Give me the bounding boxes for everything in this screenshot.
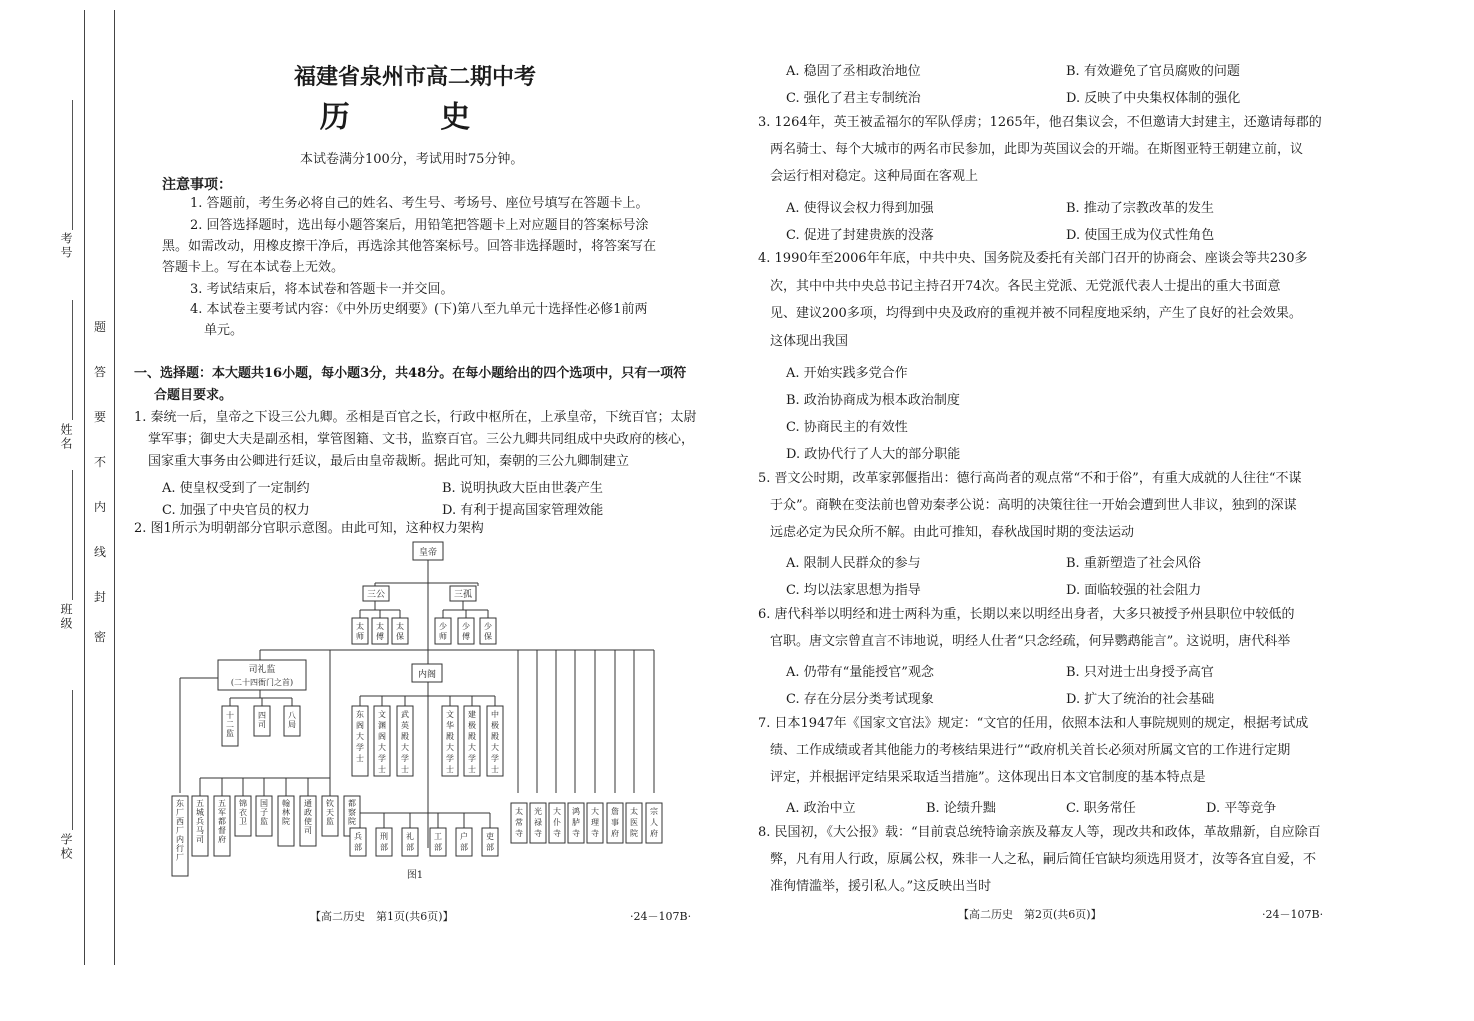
notice-item: 3. 考试结束后，将本试卷和答题卡一并交回。 — [190, 282, 454, 297]
notice-item: 2. 回答选择题时，选出每小题答案后，用铅笔把答题卡上对应题目的答案标号涂 — [190, 218, 649, 233]
gong-box: 太傅 — [376, 622, 384, 641]
q3-option-d[interactable]: D. 使国王成为仪式性角色 — [1066, 228, 1215, 243]
q8-stem: 8. 民国初，《大公报》载：“目前袁总统特谕亲族及幕友人等，现改共和政体，革故鼎新，自应除百 — [758, 825, 1321, 840]
q6-option-a[interactable]: A. 仍带有“量能授官”观念 — [786, 665, 934, 680]
class-line — [72, 470, 73, 600]
q3-stem: 3. 1264年，英王被孟福尔的军队俘虏；1265年，他召集议会，不但邀请大封建主，还邀请每郡的 — [758, 115, 1322, 130]
ministry-box: 兵部 — [354, 832, 362, 852]
q4-option-b[interactable]: B. 政治协商成为根本政治制度 — [786, 393, 960, 408]
gu-box: 少保 — [484, 622, 492, 641]
notice-heading: 注意事项： — [162, 177, 232, 193]
ming-official-diagram — [160, 538, 670, 883]
ministry-box: 工部 — [434, 832, 442, 852]
q1-stem: 1. 秦统一后，皇帝之下设三公九卿。丞相是百官之长，行政中枢所在，上承皇帝，下统百官；太尉 — [134, 410, 697, 425]
emperor-box: 皇帝 — [418, 548, 438, 558]
q2-option-b[interactable]: B. 有效避免了官员腐败的问题 — [1066, 64, 1240, 79]
office-box: 钦天监 — [326, 799, 334, 826]
q3-option-b[interactable]: B. 推动了宗教改革的发生 — [1066, 201, 1214, 216]
binding-line-inner — [114, 10, 115, 965]
q7-option-a[interactable]: A. 政治中立 — [786, 801, 856, 816]
q6-option-c[interactable]: C. 存在分层分类考试现象 — [786, 692, 934, 707]
seal-char: 不 — [94, 455, 107, 469]
office-box: 锦衣卫 — [239, 799, 247, 826]
seal-char: 线 — [94, 545, 107, 559]
office-box: 五军都督府 — [218, 799, 226, 844]
office-box: 通政使司 — [304, 799, 312, 835]
q5-option-d[interactable]: D. 面临较强的社会阻力 — [1066, 583, 1202, 598]
q5-option-c[interactable]: C. 均以法家思想为指导 — [786, 583, 921, 598]
office-box: 都察院 — [348, 799, 356, 826]
q3-stem: 两名骑士、每个大城市的两名市民参加，此即为英国议会的开端。在斯图亚特王朝建立前，议 — [770, 142, 1304, 157]
q5-option-b[interactable]: B. 重新塑造了社会风俗 — [1066, 556, 1201, 571]
q4-stem: 这体现出我国 — [770, 334, 849, 349]
court-box: 太医院 — [630, 807, 638, 838]
q4-stem: 见、建议200多项，均得到中央及政府的重视并被不同程度地采纳，产生了良好的社会效果。 — [770, 306, 1302, 321]
court-box: 大仆寺 — [553, 807, 561, 838]
gu-box: 少师 — [439, 622, 447, 641]
exam-number-label: 考号 — [59, 232, 73, 260]
q4-stem: 次，其中中共中央总书记主持召开74次。各民主党派、无党派代表人士提出的重大书面意 — [770, 279, 1281, 294]
q2-option-c[interactable]: C. 强化了君主专制统治 — [786, 91, 921, 106]
q1-option-c[interactable]: C. 加强了中央官员的权力 — [162, 503, 310, 518]
name-label: 姓名 — [59, 423, 73, 451]
court-box: 太常寺 — [515, 807, 523, 838]
q3-stem: 会运行相对稳定。这种局面在客观上 — [770, 169, 979, 184]
q7-stem: 评定，并根据评定结果采取适当措施”。这体现出日本文官制度的基本特点是 — [770, 770, 1206, 785]
q8-stem: 弊，凡有用人行政，原属公权，殊非一人之私，嗣后简任官缺均须选用贤才，汝等各宜自爱，不 — [770, 852, 1317, 867]
office-box: 五城兵马司 — [196, 799, 204, 844]
q6-stem: 官职。唐文宗曾直言不讳地说，明经人仕者“只念经疏，何异鹦鹉能言”。这说明，唐代科举 — [770, 634, 1291, 649]
xueshi-box: 文华殿大学士 — [446, 710, 454, 774]
court-box: 鸿胪寺 — [572, 807, 580, 838]
q1-stem: 掌军事；御史大夫是副丞相，掌管图籍、文书，监察百官。三公九卿共同组成中央政府的核心， — [148, 432, 695, 447]
q1-option-a[interactable]: A. 使皇权受到了一定制约 — [162, 481, 310, 496]
notice-item: 单元。 — [204, 323, 244, 338]
xueshi-box: 文渊阁大学士 — [378, 710, 386, 774]
section-heading-cont: 合题目要求。 — [154, 388, 233, 403]
q6-stem: 6. 唐代科举以明经和进士两科为重，长期以来以明经出身者，大多只被授予州县职位中较低的 — [758, 607, 1295, 622]
sangu-box: 三孤 — [453, 590, 473, 600]
seal-char: 内 — [94, 500, 107, 514]
gong-box: 太师 — [356, 622, 364, 641]
subject-title: 历 史 — [319, 100, 511, 135]
xueshi-box: 建极殿大学士 — [468, 710, 476, 774]
q5-stem: 5. 晋文公时期，改革家郭偃指出：德行高尚者的观点常“不和于俗”，有重大成就的人往往“不谋 — [758, 471, 1302, 486]
notice-item: 4. 本试卷主要考试内容：《中外历史纲要》(下)第八至九单元十选择性必修1前两 — [190, 302, 648, 317]
q1-option-b[interactable]: B. 说明执政大臣由世袭产生 — [442, 481, 603, 496]
ministry-box: 吏部 — [486, 832, 494, 852]
seal-char: 要 — [94, 410, 107, 424]
exam-info: 本试卷满分100分，考试用时75分钟。 — [300, 152, 524, 167]
q4-option-a[interactable]: A. 开始实践多党合作 — [786, 366, 908, 381]
q4-option-d[interactable]: D. 政协代行了人大的部分职能 — [786, 447, 961, 462]
school-label: 学校 — [59, 833, 73, 861]
footer-code2: ·24－107B· — [1262, 908, 1324, 921]
sili-sub: (二十四衙门之首) — [230, 678, 294, 687]
office-box: 东厂西厂内行厂 — [176, 799, 184, 862]
sili-sub-box: 十二监 — [226, 711, 234, 738]
q7-option-c[interactable]: C. 职务常任 — [1066, 801, 1136, 816]
q1-stem: 国家重大事务由公卿进行廷议，最后由皇帝裁断。据此可知，秦朝的三公九卿制建立 — [148, 454, 630, 469]
q7-stem: 7. 日本1947年《国家文官法》规定：“文官的任用，依照本法和人事院规则的规定，根据考试成 — [758, 716, 1309, 731]
xueshi-box: 武英殿大学士 — [401, 710, 409, 774]
q3-option-a[interactable]: A. 使得议会权力得到加强 — [786, 201, 934, 216]
office-box: 翰林院 — [282, 799, 290, 826]
seal-char: 题 — [94, 320, 107, 334]
notice-item: 黑。如需改动，用橡皮擦干净后，再选涂其他答案标号。回答非选择题时，将答案写在 — [162, 239, 657, 254]
q2-option-a[interactable]: A. 稳固了丞相政治地位 — [786, 64, 921, 79]
sili-sub-box: 四司 — [258, 711, 266, 729]
q7-option-d[interactable]: D. 平等竞争 — [1206, 801, 1277, 816]
q5-stem: 远虑必定为民众所不解。由此可推知，春秋战国时期的变法运动 — [770, 525, 1135, 540]
neige-box: 内阁 — [417, 670, 437, 680]
q6-option-b[interactable]: B. 只对进士出身授予高官 — [1066, 665, 1214, 680]
footer-page1: 【高二历史 第1页(共6页)】 — [310, 910, 454, 923]
q3-option-c[interactable]: C. 促进了封建贵族的没落 — [786, 228, 934, 243]
ministry-box: 刑部 — [380, 832, 388, 852]
ministry-box: 户部 — [460, 832, 468, 852]
sangong-box: 三公 — [366, 590, 386, 600]
q7-stem: 绩、工作成绩或者其他能力的考核结果进行”“政府机关首长必须对所属文官的工作进行定期 — [770, 743, 1291, 758]
q1-option-d[interactable]: D. 有利于提高国家管理效能 — [442, 503, 604, 518]
gu-box: 少傅 — [462, 622, 470, 641]
section-heading: 一、选择题：本大题共16小题，每小题3分，共48分。在每小题给出的四个选项中，只有一项符 — [134, 366, 687, 381]
seal-char: 封 — [94, 590, 107, 604]
court-box: 大理寺 — [591, 807, 599, 838]
court-box: 光禄寺 — [534, 807, 542, 838]
footer-code1: ·24－107B· — [630, 910, 692, 923]
notice-item: 答题卡上。写在本试卷上无效。 — [162, 260, 345, 275]
q5-stem: 于众”。商鞅在变法前也曾劝秦孝公说：高明的决策往往一开始会遭到世人非议，独到的深谋 — [770, 498, 1297, 513]
q4-option-c[interactable]: C. 协商民主的有效性 — [786, 420, 908, 435]
exam-number-line — [72, 100, 73, 230]
office-box: 国子监 — [260, 799, 268, 826]
q2-stem: 2. 图1所示为明朝部分官职示意图。由此可知，这种权力架构 — [134, 521, 484, 536]
name-line — [72, 300, 73, 420]
seal-char: 密 — [94, 630, 107, 644]
paper-title: 福建省泉州市高二期中考 — [293, 64, 536, 90]
xueshi-box: 东阁大学士 — [356, 710, 364, 763]
q5-option-a[interactable]: A. 限制人民群众的参与 — [786, 556, 921, 571]
q7-option-b[interactable]: B. 论绩升黜 — [926, 801, 996, 816]
sili-sub-box: 八局 — [288, 711, 296, 729]
school-line — [72, 690, 73, 830]
class-label: 班级 — [59, 603, 73, 631]
gong-box: 太保 — [396, 622, 404, 641]
seal-char: 答 — [94, 365, 107, 379]
court-box: 詹事府 — [611, 807, 619, 838]
binding-line-outer — [84, 10, 85, 965]
q4-stem: 4. 1990年至2006年年底，中共中央、国务院及委托有关部门召开的协商会、座谈会等共230多 — [758, 251, 1308, 266]
q2-option-d[interactable]: D. 反映了中央集权体制的强化 — [1066, 91, 1241, 106]
notice-item: 1. 答题前，考生务必将自己的姓名、考生号、考场号、座位号填写在答题卡上。 — [190, 196, 649, 211]
footer-page2: 【高二历史 第2页(共6页)】 — [958, 908, 1102, 921]
q8-stem: 准徇情滥举，援引私人。”这反映出当时 — [770, 879, 992, 894]
diagram-caption: 图1 — [406, 870, 424, 881]
ministry-box: 礼部 — [406, 832, 414, 852]
xueshi-box: 中极殿大学士 — [491, 710, 499, 774]
q6-option-d[interactable]: D. 扩大了统治的社会基础 — [1066, 692, 1215, 707]
sili-box: 司礼监 — [248, 665, 276, 675]
court-box: 宗人府 — [650, 807, 658, 838]
